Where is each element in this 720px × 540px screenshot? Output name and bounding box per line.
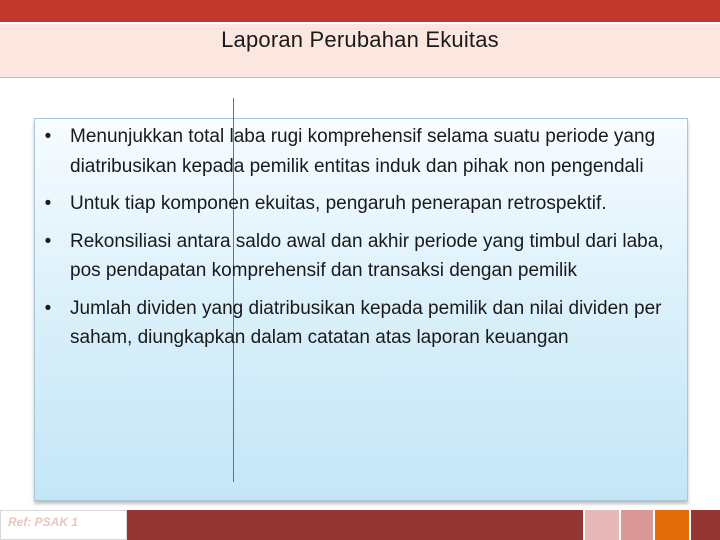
reference-label: Ref: PSAK 1 [8,515,79,529]
bullet-text: Menunjukkan total laba rugi komprehensif selama suatu periode yang diatribusikan kepada pemilik entitas induk dan pihak non pengendali [70,126,656,177]
bullet-item [34,189,688,219]
footer-segment-dark-red-end [691,510,720,540]
slide-title: Laporan Perubahan Ekuitas [221,27,499,52]
title-band [0,24,720,78]
footer-segment-dark-red [127,510,583,540]
bullet-text: Rekonsiliasi antara saldo awal dan akhir periode yang timbul dari laba, pos pendapatan komprehensif dan transaksi dengan pemilik [70,230,664,281]
bullet-icon: • [44,193,52,214]
footer-segment-orange [655,510,689,540]
bullet-item [34,227,688,286]
bullet-item [34,122,688,181]
bullet-text: Jumlah dividen yang diatribusikan kepada pemilik dan nilai dividen per saham, diungkapkan dalam catatan atas laporan keuangan [70,297,662,348]
bullet-text: Untuk tiap komponen ekuitas, pengaruh penerapan retrospektif. [70,193,607,214]
bullet-item [34,294,688,353]
bullet-list [34,122,688,361]
reference-box [0,510,127,540]
footer-segment-pink-light [585,510,619,540]
bullet-icon: • [44,297,52,319]
top-accent-strip [0,0,720,22]
bullet-icon: • [44,126,52,147]
footer-segment-pink-mid [621,510,653,540]
bullet-icon: • [44,230,52,252]
